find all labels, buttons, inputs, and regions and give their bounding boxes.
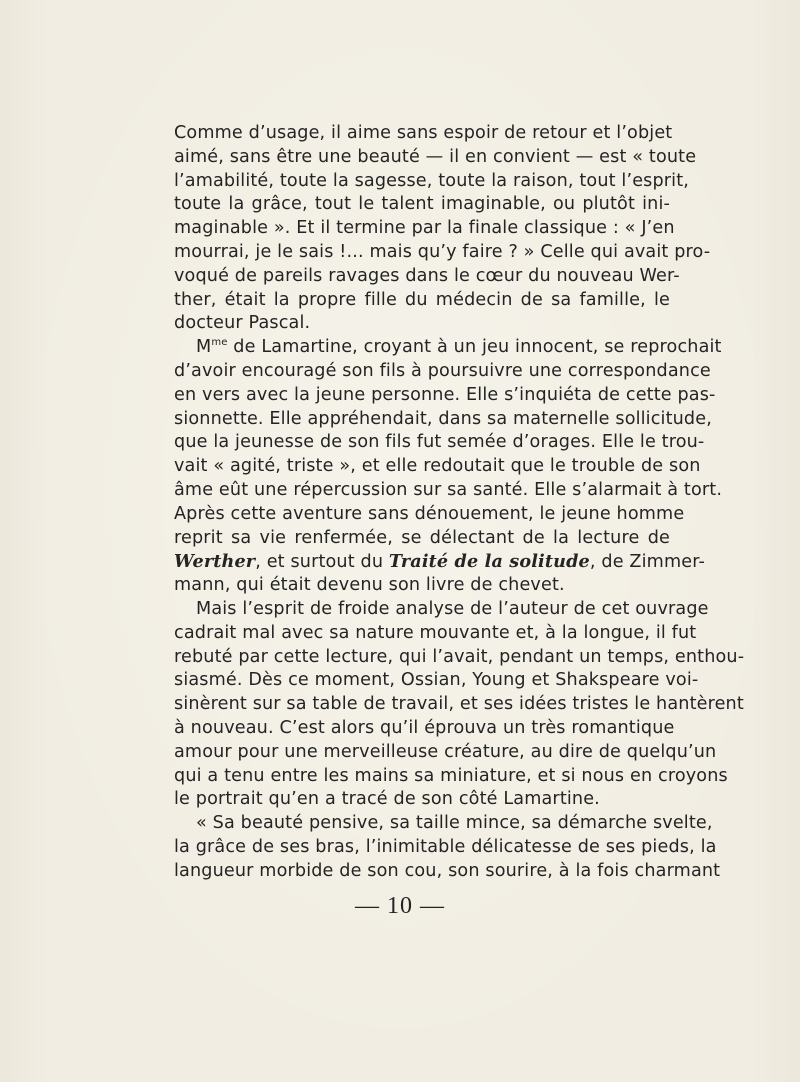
text-line: sionnette. Elle appréhendait, dans sa maternelle sollicitude, [174,408,712,429]
text-line: Après cette aventure sans dénouement, le jeune homme [174,503,685,524]
text-line: docteur Pascal. [174,313,311,334]
text-line: âme eût une répercussion sur sa santé. Elle s’alarmait à tort. [174,479,723,500]
text-line [174,550,705,574]
text-line: maginable ». Et il termine par la finale classique : « J’en [174,218,675,239]
mme-abbreviation: M [196,337,212,358]
book-title-werther: Werther [174,551,256,573]
text-line: que la jeunesse de son fils fut semée d’orages. Elle le trou- [174,432,705,453]
text-line: ther, était la propre fille du médecin de sa famille, le [174,289,670,310]
text-line: qui a tenu entre les mains sa miniature, et si nous en croyons [174,765,728,786]
line-text: , et surtout du [255,552,389,573]
text-line: le portrait qu’en a tracé de son côté Lamartine. [174,789,600,810]
text-line: siasmé. Dès ce moment, Ossian, Young et Shakspeare voi- [174,670,699,691]
text-line: « Sa beauté pensive, sa taille mince, sa démarche svelte, [196,813,713,834]
text-line: l’amabilité, toute la sagesse, toute la raison, tout l’esprit, [174,170,690,191]
text-line: la grâce de ses bras, l’inimitable délicatesse de ses pieds, la [174,836,717,857]
text-line: à nouveau. C’est alors qu’il éprouva un très romantique [174,717,675,738]
text-line: rebuté par cette lecture, qui l’avait, pendant un temps, enthou- [174,646,745,667]
text-line: sinèrent sur sa table de travail, et ses idées tristes le hantèrent [174,694,744,715]
text-line: Mais l’esprit de froide analyse de l’auteur de cet ouvrage [196,598,709,619]
text-line: en vers avec la jeune personne. Elle s’inquiéta de cette pas- [174,384,716,405]
text-line: Comme d’usage, il aime sans espoir de retour et l’objet [174,123,673,143]
text-line: langueur morbide de son cou, son sourire, à la fois charmant [174,860,721,881]
body-text [174,122,745,884]
text-line: voqué de pareils ravages dans le cœur du nouveau Wer- [174,265,680,286]
line-text: de Lamartine, croyant à un jeu innocent, se reprochait [227,337,722,358]
text-line: cadrait mal avec sa nature mouvante et, à la longue, il fut [174,622,697,643]
page-number: — 10 — [355,893,445,919]
text-line: vait « agité, triste », et elle redoutait que le trouble de son [174,456,701,477]
text-line: amour pour une merveilleuse créature, au dire de quelqu’un [174,741,717,762]
text-line: aimé, sans être une beauté — il en convient — est « toute [174,146,697,167]
text-line: toute la grâce, tout le talent imaginable, ou plutôt ini- [174,194,670,215]
mme-superscript: me [211,337,228,349]
text-line: d’avoir encouragé son fils à poursuivre une correspondance [174,360,711,381]
text-line [174,336,722,360]
line-text: , de Zimmer- [589,552,705,573]
text-line: mourrai, je le sais !... mais qu’y faire ? » Celle qui avait pro- [174,241,711,262]
text-line: reprit sa vie renfermée, se délectant de la lecture de [174,527,670,548]
book-title-traite: Traité de la solitude [388,551,590,573]
text-line: mann, qui était devenu son livre de chevet. [174,575,565,596]
